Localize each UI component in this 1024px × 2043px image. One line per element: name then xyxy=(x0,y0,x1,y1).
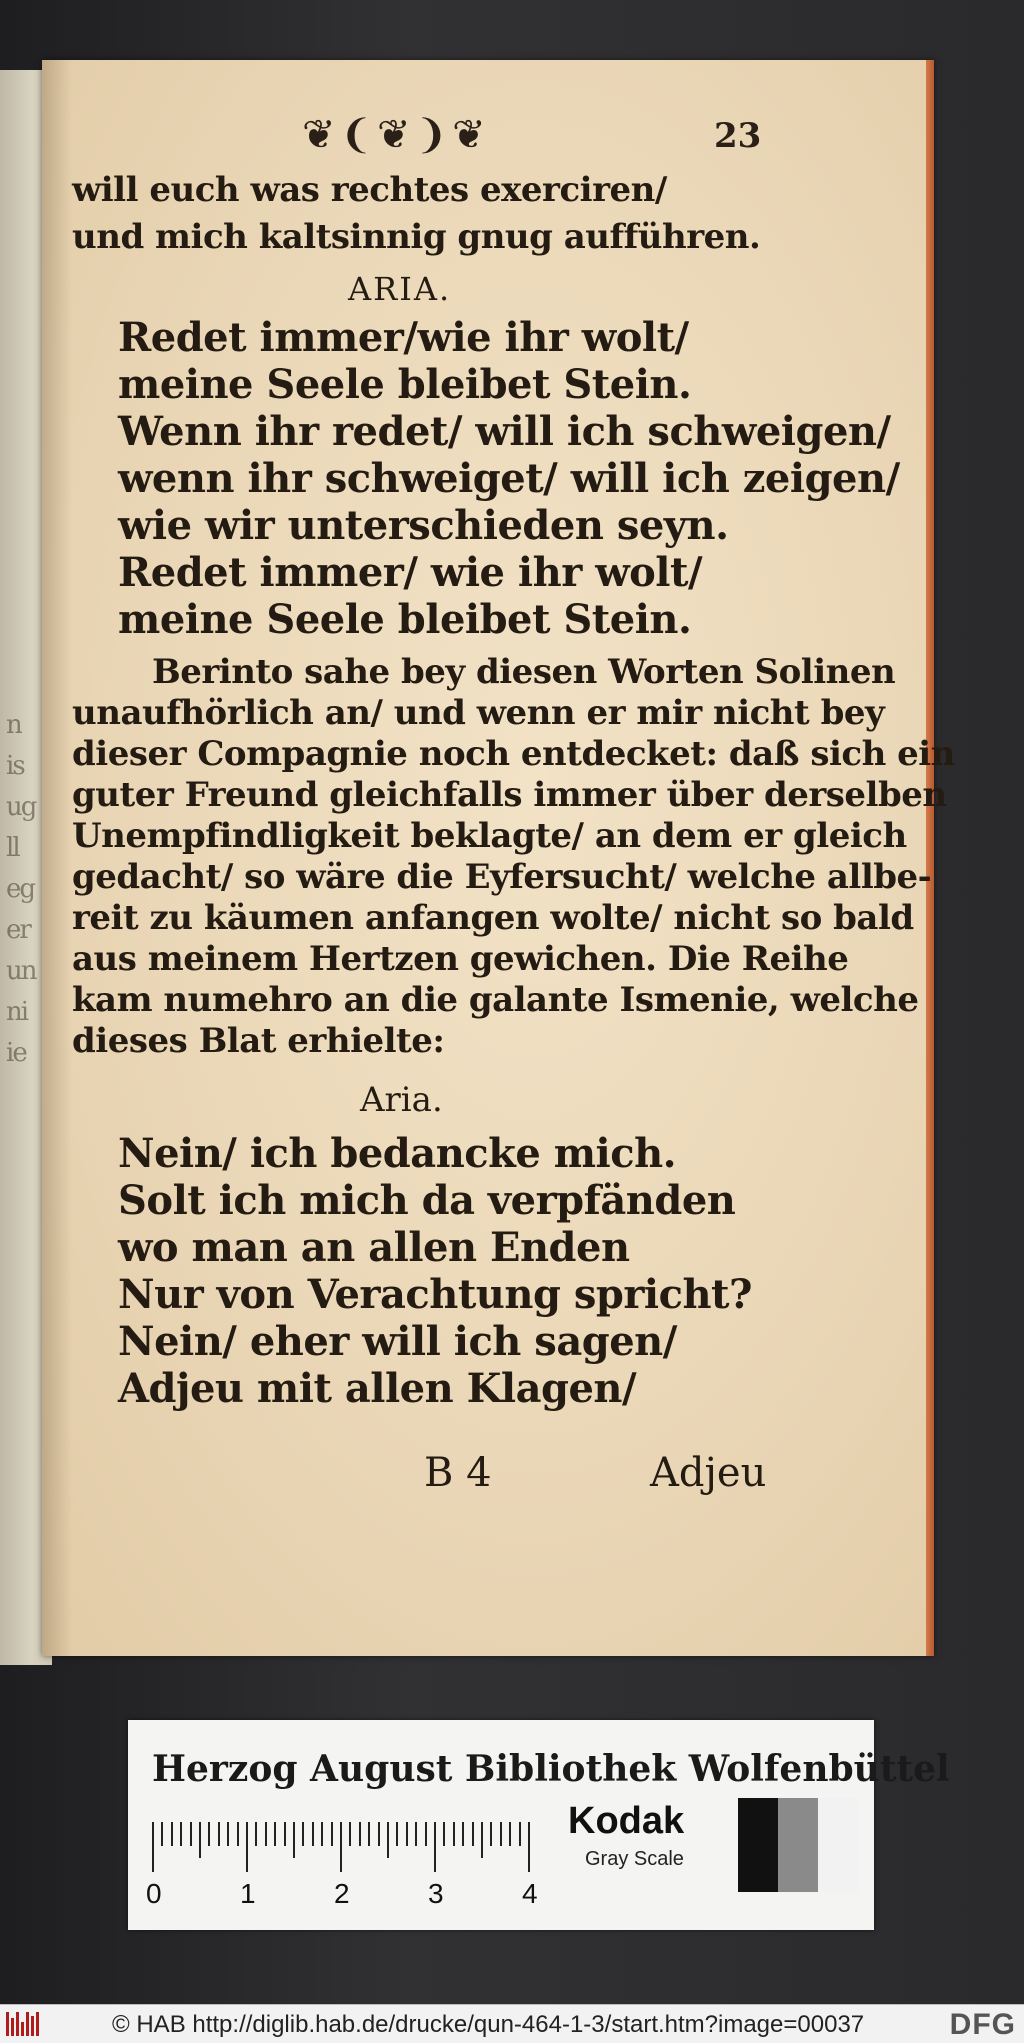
ruler-number: 2 xyxy=(334,1878,350,1909)
ruler-tick xyxy=(331,1822,333,1846)
gray-scale-label: Gray Scale xyxy=(585,1848,684,1870)
previous-page-fragment: ug xyxy=(6,792,36,822)
verse-line: meine Seele bleibet Stein. xyxy=(118,596,692,643)
ruler-tick xyxy=(406,1822,408,1846)
ruler-tick xyxy=(359,1822,361,1846)
text-line: dieses Blat erhielte: xyxy=(72,1021,445,1061)
ruler-tick xyxy=(349,1822,351,1846)
ruler-tick xyxy=(180,1822,182,1846)
ruler-tick xyxy=(199,1822,201,1858)
text-line: dieser Compagnie noch entdecket: daß sich ein xyxy=(72,734,955,774)
signature-mark: B 4 xyxy=(424,1450,492,1496)
verse-line: Nein/ ich bedancke mich. xyxy=(118,1130,677,1177)
ruler-number: 4 xyxy=(522,1878,538,1909)
verse-line: Redet immer/wie ihr wolt/ xyxy=(118,314,689,361)
verse-line: Nein/ eher will ich sagen/ xyxy=(118,1318,677,1365)
ruler-tick xyxy=(265,1822,267,1846)
dfg-logo: DFG xyxy=(949,2008,1016,2041)
previous-page-fragment: un xyxy=(6,956,36,986)
ruler-tick xyxy=(312,1822,314,1846)
ruler-tick xyxy=(302,1822,304,1846)
ruler-tick xyxy=(481,1822,483,1858)
ruler-tick xyxy=(190,1822,192,1846)
book-page xyxy=(42,60,955,1656)
page-number: 23 xyxy=(714,116,762,156)
ruler-tick xyxy=(321,1822,323,1846)
ruler-tick xyxy=(443,1822,445,1846)
ruler-tick xyxy=(246,1822,248,1872)
verse-line: Adjeu mit allen Klagen/ xyxy=(118,1365,637,1412)
ruler-tick xyxy=(237,1822,239,1846)
text-line: reit zu käumen anfangen wolte/ nicht so bald xyxy=(72,898,914,938)
ruler-tick xyxy=(227,1822,229,1846)
verse-line: wie wir unterschieden seyn. xyxy=(118,502,729,549)
ruler-tick xyxy=(152,1822,154,1872)
gray-swatch xyxy=(818,1798,858,1892)
ruler-tick xyxy=(425,1822,427,1846)
ruler-tick xyxy=(293,1822,295,1858)
library-name: Herzog August Bibliothek Wolfenbüttel xyxy=(152,1748,950,1790)
gray-scale-swatches xyxy=(738,1798,858,1892)
ruler-tick xyxy=(528,1822,530,1872)
text-line: unaufhörlich an/ und wenn er mir nicht bey xyxy=(72,693,885,733)
ruler-tick xyxy=(396,1822,398,1846)
previous-page-fragment: eg xyxy=(6,874,35,904)
gray-swatch xyxy=(778,1798,818,1892)
verse-line: Nur von Verachtung spricht? xyxy=(118,1271,752,1318)
ruler-tick xyxy=(387,1822,389,1858)
verse-line: meine Seele bleibet Stein. xyxy=(118,361,692,408)
ruler-tick xyxy=(434,1822,436,1872)
ruler-tick xyxy=(519,1822,521,1846)
text-line: will euch was rechtes exerciren/ xyxy=(72,170,667,210)
ruler-tick xyxy=(284,1822,286,1846)
ruler-number: 3 xyxy=(428,1878,444,1909)
gray-swatch xyxy=(738,1798,778,1892)
kodak-brand: Kodak xyxy=(568,1800,685,1842)
catchword: Adjeu xyxy=(650,1450,767,1496)
ruler-tick xyxy=(255,1822,257,1846)
verse-line: wenn ihr schweiget/ will ich zeigen/ xyxy=(118,455,900,502)
verse-line: Wenn ihr redet/ will ich schweigen/ xyxy=(118,408,891,455)
ruler-number: 1 xyxy=(240,1878,256,1909)
gutter-shadow xyxy=(42,60,72,1656)
text-line: guter Freund gleichfalls immer über derselben xyxy=(72,775,947,815)
ruler-tick xyxy=(462,1822,464,1846)
ruler-tick xyxy=(340,1822,342,1872)
footer-bar xyxy=(0,2004,1024,2043)
page-header xyxy=(42,112,934,162)
verse-line: Solt ich mich da verpfänden xyxy=(118,1177,736,1224)
verse-line: Redet immer/ wie ihr wolt/ xyxy=(118,549,703,596)
ruler-tick xyxy=(208,1822,210,1846)
ruler xyxy=(146,1822,572,1912)
ruler-tick xyxy=(368,1822,370,1846)
text-line: Berinto sahe bey diesen Worten Solinen xyxy=(152,652,896,692)
text-line: gedacht/ so wäre die Eyfersucht/ welche allbe- xyxy=(72,857,932,897)
library-label-card xyxy=(128,1720,950,1930)
ruler-tick xyxy=(500,1822,502,1846)
ruler-tick xyxy=(378,1822,380,1846)
barcode-logo-icon xyxy=(6,2012,46,2036)
text-line: aus meinem Hertzen gewichen. Die Reihe xyxy=(72,939,849,979)
header-ornament: ❦❨❦❩❦ xyxy=(302,112,490,158)
previous-page-fragment: is xyxy=(6,751,24,781)
ruler-tick xyxy=(274,1822,276,1846)
ruler-tick xyxy=(218,1822,220,1846)
verse-line: wo man an allen Enden xyxy=(118,1224,630,1271)
ruler-tick xyxy=(490,1822,492,1846)
ruler-tick xyxy=(415,1822,417,1846)
previous-page-fragment: er xyxy=(6,915,30,945)
previous-page-fragment: n xyxy=(6,710,21,740)
text-line: Unempfindligkeit beklagte/ an dem er gleich xyxy=(72,816,907,856)
previous-page-fragment: ll xyxy=(6,833,19,863)
previous-page-fragment: ie xyxy=(6,1038,26,1068)
previous-page-fragment: ni xyxy=(6,997,28,1027)
copyright-url[interactable]: © HAB http://diglib.hab.de/drucke/qun-464-1-3/start.htm?image=00037 xyxy=(112,2011,865,2038)
ruler-tick xyxy=(171,1822,173,1846)
ruler-tick xyxy=(453,1822,455,1846)
ruler-tick xyxy=(472,1822,474,1846)
aria-heading: Aria. xyxy=(360,1080,443,1120)
text-line: kam numehro an die galante Ismenie, welche xyxy=(72,980,919,1020)
ruler-tick xyxy=(161,1822,163,1846)
ruler-number: 0 xyxy=(146,1878,162,1909)
text-line: und mich kaltsinnig gnug aufführen. xyxy=(72,217,761,257)
aria-heading: ARIA. xyxy=(348,270,452,308)
ruler-tick xyxy=(509,1822,511,1846)
